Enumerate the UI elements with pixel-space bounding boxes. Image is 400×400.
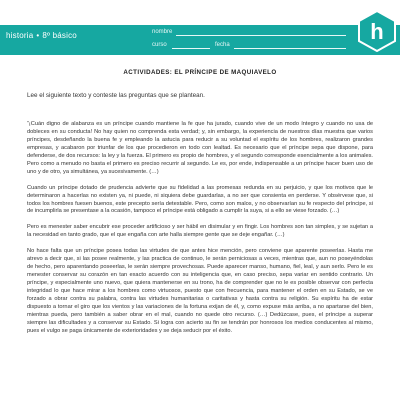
reading-text	[27, 121, 373, 344]
paragraph: “¡Cuán digno de alabanza es un príncipe cuando mantiene la fe que ha jurado, cuando vive de un modo íntegro y cuando no usa de dobleces en su conducta! No hay quien no comprenda esta verdad; y, sin embargo, la experiencia de nuestros días muestra que varios príncipes, desdeñando la buena fe y empleando la astucia para reducir a su voluntad el espíritu de los hombres, realizaron grandes empresas, y acabaron por triunfar de los que procedieron en todo con lealtad. Es necesario que el príncipe sepa que dispone, para defenderse, de dos recursos: la ley y la fuerza. El primero es propio de hombres, y el segundo corresponde esencialmente a los animales. Pero como a menudo no basta el primero es preciso recurrir al segundo. Le es, por ende, indispensable a un príncipe hacer buen uso de uno y de otro, ya simultánea, ya sucesivamente. (…)	[27, 121, 373, 175]
document-title: ACTIVIDADES: EL PRÍNCIPE DE MAQUIAVELO	[123, 69, 277, 76]
page-header	[0, 0, 400, 60]
fecha-label: fecha	[215, 42, 230, 48]
nombre-field[interactable]	[176, 35, 346, 36]
logo-letter: h	[370, 19, 384, 44]
grade-name: 8º básico	[42, 31, 77, 40]
bullet-separator: •	[36, 31, 40, 40]
paragraph: Cuando un príncipe dotado de prudencia advierte que su fidelidad a las promesas redunda en su perjuicio, y que los motivos que le determinaron a hacerlas no existen ya, ni puede, ni siquiera debe guardarlas, a no ser que consienta en perderse. Y obsérvese que, si todos los hombres fuesen buenos, este precepto sería detestable. Pero, como son malos, y no observarían su fe respecto del príncipe, si de incumplirla se presentase a la ocasión, tampoco el príncipe está obligado a cumplir la suya, si a ello se viese forzado. (…)	[27, 184, 373, 215]
fecha-field[interactable]	[234, 48, 346, 49]
curso-field[interactable]	[172, 48, 210, 49]
header-band	[0, 25, 400, 55]
subject-name: historia	[6, 31, 34, 40]
logo-icon	[356, 10, 398, 52]
curso-label: curso	[152, 42, 167, 48]
nombre-label: nombre	[152, 29, 173, 35]
subject-label	[6, 31, 77, 40]
paragraph: Pero es menester saber encubrir ese proceder artificioso y ser hábil en disimular y en fingir. Los hombres son tan simples, y se sujetan a la necesidad en tanto grado, que el que engaña con arte halla siempre gente que se deje engañar. (…)	[27, 224, 373, 239]
instruction-text: Lee el siguiente texto y conteste las preguntas que se plantean.	[27, 92, 205, 99]
paragraph: No hace falta que un príncipe posea todas las virtudes de que antes hice mención, pero conviene que aparente poseerlas. Hasta me atrevo a decir que, si las posee realmente, y las practica de continuo, le serán perniciosas a veces, mientras que, aun no poseyéndolas de hecho, pero aparentando poseerlas, le serán siempre provechosas. Puede aparecer manso, humano, fiel, leal, y aun serlo. Pero le es menester conservar su corazón en tan exacto acuerdo con su inteligencia que, en caso preciso, sepa variar en sentido contrario. Un príncipe, y especialmente uno nuevo, que quiera mantenerse en su trono, ha de comprender que no le es posible observar con perfecta integridad lo que hace mirar a los hombres como virtuosos, puesto que con frecuencia, para mantener el orden en su Estado, se ve forzado a obrar contra su palabra, contra las virtudes humanitarias o caritativas y hasta contra su religión. Su espíritu ha de estar dispuesto a tornar el giro que los vientos y las variaciones de la fortuna exijan de él, y, como expuse más arriba, a no apartarse del bien, mientras pueda, pero también a saber obrar en el mal, cuando no quede otro recurso. (…) Dedúzcase, pues, el príncipe a superar siempre las dificultades y a conservar su Estado. Si logra con acierto su fin se tendrán por honrosos los medios conducentes al mismo, pues el vulgo se paga únicamente de exterioridades y se deja seducir por el éxito.	[27, 248, 373, 334]
